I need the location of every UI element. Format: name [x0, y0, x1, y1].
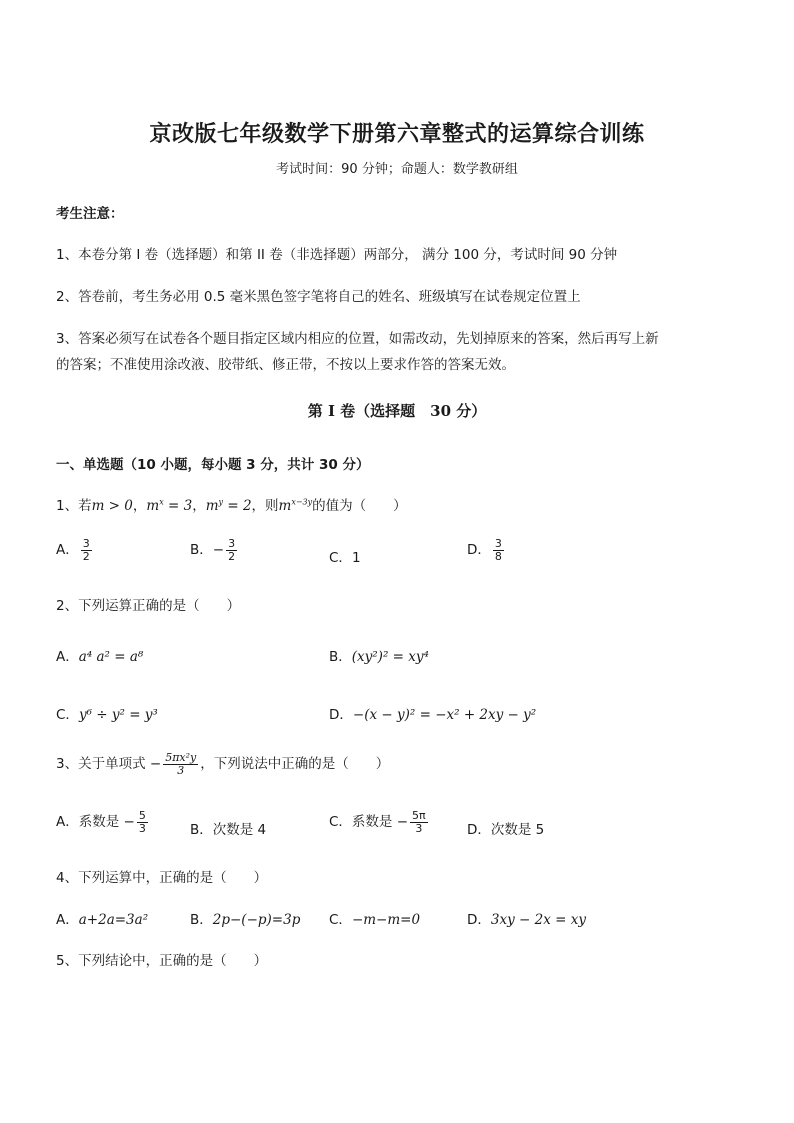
q1-option-b[interactable]: B．− $\frac{3}{2}$ [190, 537, 236, 563]
q4-option-a[interactable]: A．a+2a=3a² [56, 912, 149, 928]
q2-option-a[interactable]: A．a⁴ a² = a⁸ [56, 649, 144, 665]
section-title: 第 I 卷（选择题 30 分） [307, 402, 487, 420]
part-heading: 一、单选题（10 小题，每小题 3 分，共计 30 分） [56, 457, 370, 473]
q3-option-c[interactable]: C．系数是 − $\frac{5\pi}{3}$ [329, 809, 426, 835]
q3-option-d[interactable]: D．次数是 5 [467, 822, 545, 838]
q1-option-a[interactable]: A． $\frac{3}{2}$ [56, 537, 90, 563]
q3-option-b[interactable]: B．次数是 4 [190, 822, 267, 838]
question-5-stem: 5、下列结论中，正确的是（ ） [56, 953, 268, 969]
notice-item-2: 2、答卷前，考生务必用 0.5 毫米黑色签字笔将自己的姓名、班级填写在试卷规定位置上 [56, 289, 581, 305]
q2-option-d[interactable]: D．−(x − y)² = −x² + 2xy − y² [329, 707, 537, 723]
q2-option-c[interactable]: C．y⁶ ÷ y² = y³ [56, 707, 158, 723]
notice-item-1: 1、本卷分第 I 卷（选择题）和第 II 卷（非选择题）两部分， 满分 100 分，考试时间 90 分钟 [56, 247, 618, 263]
question-4-stem: 4、下列运算中，正确的是（ ） [56, 870, 268, 886]
q4-option-b[interactable]: B．2p−(−p)=3p [190, 912, 301, 928]
notice-heading: 考生注意： [56, 206, 124, 222]
exam-info: 考试时间：90 分钟；命题人：数学教研组 [276, 162, 518, 177]
notice-item-3-continued: 的答案；不准使用涂改液、胶带纸、修正带，不按以上要求作答的答案无效。 [56, 357, 515, 373]
q4-option-c[interactable]: C．−m−m=0 [329, 912, 421, 928]
document-title: 京改版七年级数学下册第六章整式的运算综合训练 [149, 121, 645, 147]
q3-option-a[interactable]: A．系数是 − $\frac{5}{3}$ [56, 809, 146, 835]
question-2-stem: 2、下列运算正确的是（ ） [56, 598, 241, 614]
notice-item-3: 3、答案必须写在试卷各个题目指定区域内相应的位置，如需改动，先划掉原来的答案，然后再写上新 [56, 331, 659, 347]
q1-option-d[interactable]: D． $\frac{3}{8}$ [467, 537, 502, 563]
question-1-stem: 1、若m > 0，$m^x = 3$，$m^y = 2$，则$m^{x-3y}$的值为（ ） [56, 497, 407, 514]
q1-option-c[interactable]: C．1 [329, 550, 361, 566]
q4-option-d[interactable]: D．3xy − 2x = xy [467, 912, 586, 928]
question-3-stem: 3、关于单项式 − $\frac{\text{5πx²y}}{3}$ ，下列说法中正确的是（ ） [56, 751, 390, 777]
q2-option-b[interactable]: B．(xy²)² = xy⁴ [329, 649, 429, 665]
